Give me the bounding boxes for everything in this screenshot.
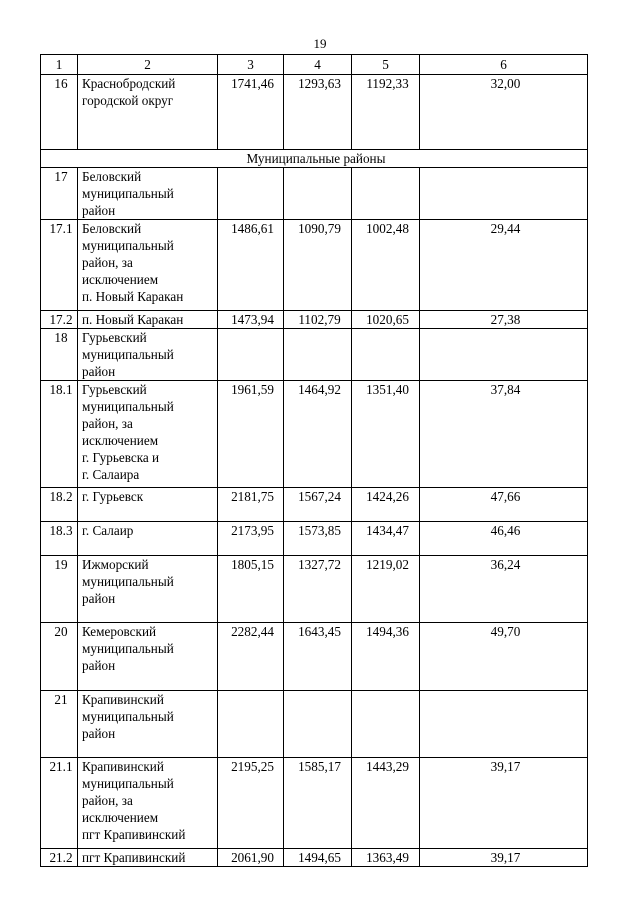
value-col-6: 36,24 [420,556,588,623]
value-col-5 [352,691,420,758]
header-cell: 1 [41,55,78,75]
section-title: Муниципальные районы [41,150,588,168]
table-row [41,849,588,867]
value-col-3: 2181,75 [218,488,284,522]
territory-name-line: пгт Крапивинский [82,827,186,842]
territory-name-line: район [82,591,116,606]
value-col-3 [218,329,284,381]
table-row [41,381,588,488]
territory-name-line: Крапивинский [82,692,164,707]
row-number: 18.1 [41,381,78,488]
value-col-3 [218,168,284,220]
territory-name [78,849,218,867]
territory-name-line: п. Новый Каракан [82,312,184,327]
value-col-5: 1002,48 [352,220,420,311]
table-row [41,623,588,691]
value-col-4 [284,329,352,381]
page-number: 19 [313,36,327,51]
value-col-5: 1219,02 [352,556,420,623]
territory-name [78,220,218,311]
value-col-3: 1961,59 [218,381,284,488]
value-col-4: 1573,85 [284,522,352,556]
row-number: 17.1 [41,220,78,311]
territory-name-line: муниципальный [82,186,174,201]
value-col-3: 2195,25 [218,758,284,849]
table-row [41,311,588,329]
territory-name-line: муниципальный [82,776,174,791]
value-col-3 [218,691,284,758]
territory-name-line: район, за [82,416,133,431]
value-col-5: 1424,26 [352,488,420,522]
value-col-3: 2282,44 [218,623,284,691]
value-col-6: 37,84 [420,381,588,488]
territory-name-line: Беловский [82,169,142,184]
value-col-5 [352,329,420,381]
value-col-4 [284,168,352,220]
tariff-table [40,54,588,867]
territory-name-line: район, за [82,793,133,808]
value-col-5: 1363,49 [352,849,420,867]
territory-name [78,522,218,556]
value-col-6: 47,66 [420,488,588,522]
value-col-6: 49,70 [420,623,588,691]
value-col-5: 1192,33 [352,75,420,150]
table-row [41,556,588,623]
row-number: 18.2 [41,488,78,522]
value-col-5: 1494,36 [352,623,420,691]
header-cell: 2 [78,55,218,75]
territory-name [78,691,218,758]
value-col-5: 1443,29 [352,758,420,849]
territory-name-line: Гурьевский [82,382,147,397]
table-row [41,168,588,220]
territory-name-line: муниципальный [82,238,174,253]
territory-name [78,329,218,381]
header-cell: 5 [352,55,420,75]
value-col-4: 1464,92 [284,381,352,488]
value-col-4: 1643,45 [284,623,352,691]
value-col-4: 1494,65 [284,849,352,867]
row-number: 17 [41,168,78,220]
territory-name-line: район [82,658,116,673]
territory-name-line: Гурьевский [82,330,147,345]
value-col-6 [420,691,588,758]
territory-name-line: исключением [82,272,159,287]
territory-name [78,75,218,150]
row-number: 20 [41,623,78,691]
value-col-3: 2173,95 [218,522,284,556]
value-col-5: 1351,40 [352,381,420,488]
territory-name [78,488,218,522]
table-row [41,691,588,758]
territory-name [78,168,218,220]
territory-name-line: г. Салаира [82,467,140,482]
territory-name-line: п. Новый Каракан [82,289,184,304]
territory-name [78,381,218,488]
header-cell: 4 [284,55,352,75]
row-number: 21 [41,691,78,758]
value-col-3: 1486,61 [218,220,284,311]
value-col-5: 1020,65 [352,311,420,329]
territory-name-line: район, за [82,255,133,270]
table-row [41,75,588,150]
value-col-4 [284,691,352,758]
row-number: 21.1 [41,758,78,849]
territory-name-line: район [82,364,116,379]
value-col-6 [420,168,588,220]
territory-name-line: г. Гурьевска и [82,450,160,465]
value-col-6 [420,329,588,381]
territory-name-line: исключением [82,433,159,448]
territory-name-line: пгт Крапивинский [82,850,186,865]
table-row [41,522,588,556]
territory-name-line: район [82,726,116,741]
value-col-3: 1805,15 [218,556,284,623]
territory-name-line: муниципальный [82,709,174,724]
value-col-6: 29,44 [420,220,588,311]
territory-name-line: г. Салаир [82,523,134,538]
row-number: 18.3 [41,522,78,556]
row-number: 21.2 [41,849,78,867]
table-row [41,329,588,381]
row-number: 17.2 [41,311,78,329]
row-number: 16 [41,75,78,150]
row-number: 18 [41,329,78,381]
value-col-5: 1434,47 [352,522,420,556]
value-col-6: 39,17 [420,758,588,849]
territory-name-line: Ижморский [82,557,149,572]
value-col-4: 1585,17 [284,758,352,849]
section-row [41,150,588,168]
header-cell: 6 [420,55,588,75]
value-col-4: 1293,63 [284,75,352,150]
territory-name-line: муниципальный [82,641,174,656]
value-col-6: 32,00 [420,75,588,150]
value-col-3: 2061,90 [218,849,284,867]
value-col-4: 1090,79 [284,220,352,311]
value-col-3: 1741,46 [218,75,284,150]
header-cell: 3 [218,55,284,75]
territory-name-line: Крапивинский [82,759,164,774]
territory-name-line: район [82,203,116,218]
territory-name-line: городской округ [82,93,174,108]
value-col-4: 1567,24 [284,488,352,522]
value-col-6: 27,38 [420,311,588,329]
value-col-6: 46,46 [420,522,588,556]
territory-name-line: исключением [82,810,159,825]
table-row [41,220,588,311]
table-row [41,758,588,849]
value-col-4: 1327,72 [284,556,352,623]
territory-name-line: муниципальный [82,399,174,414]
value-col-5 [352,168,420,220]
table-row [41,488,588,522]
value-col-4: 1102,79 [284,311,352,329]
territory-name [78,311,218,329]
territory-name [78,623,218,691]
territory-name-line: Беловский [82,221,142,236]
value-col-3: 1473,94 [218,311,284,329]
territory-name-line: муниципальный [82,347,174,362]
table-header-row [41,55,588,75]
row-number: 19 [41,556,78,623]
territory-name-line: г. Гурьевск [82,489,144,504]
value-col-6: 39,17 [420,849,588,867]
territory-name [78,556,218,623]
territory-name-line: муниципальный [82,574,174,589]
territory-name-line: Краснобродский [82,76,176,91]
territory-name-line: Кемеровский [82,624,157,639]
territory-name [78,758,218,849]
